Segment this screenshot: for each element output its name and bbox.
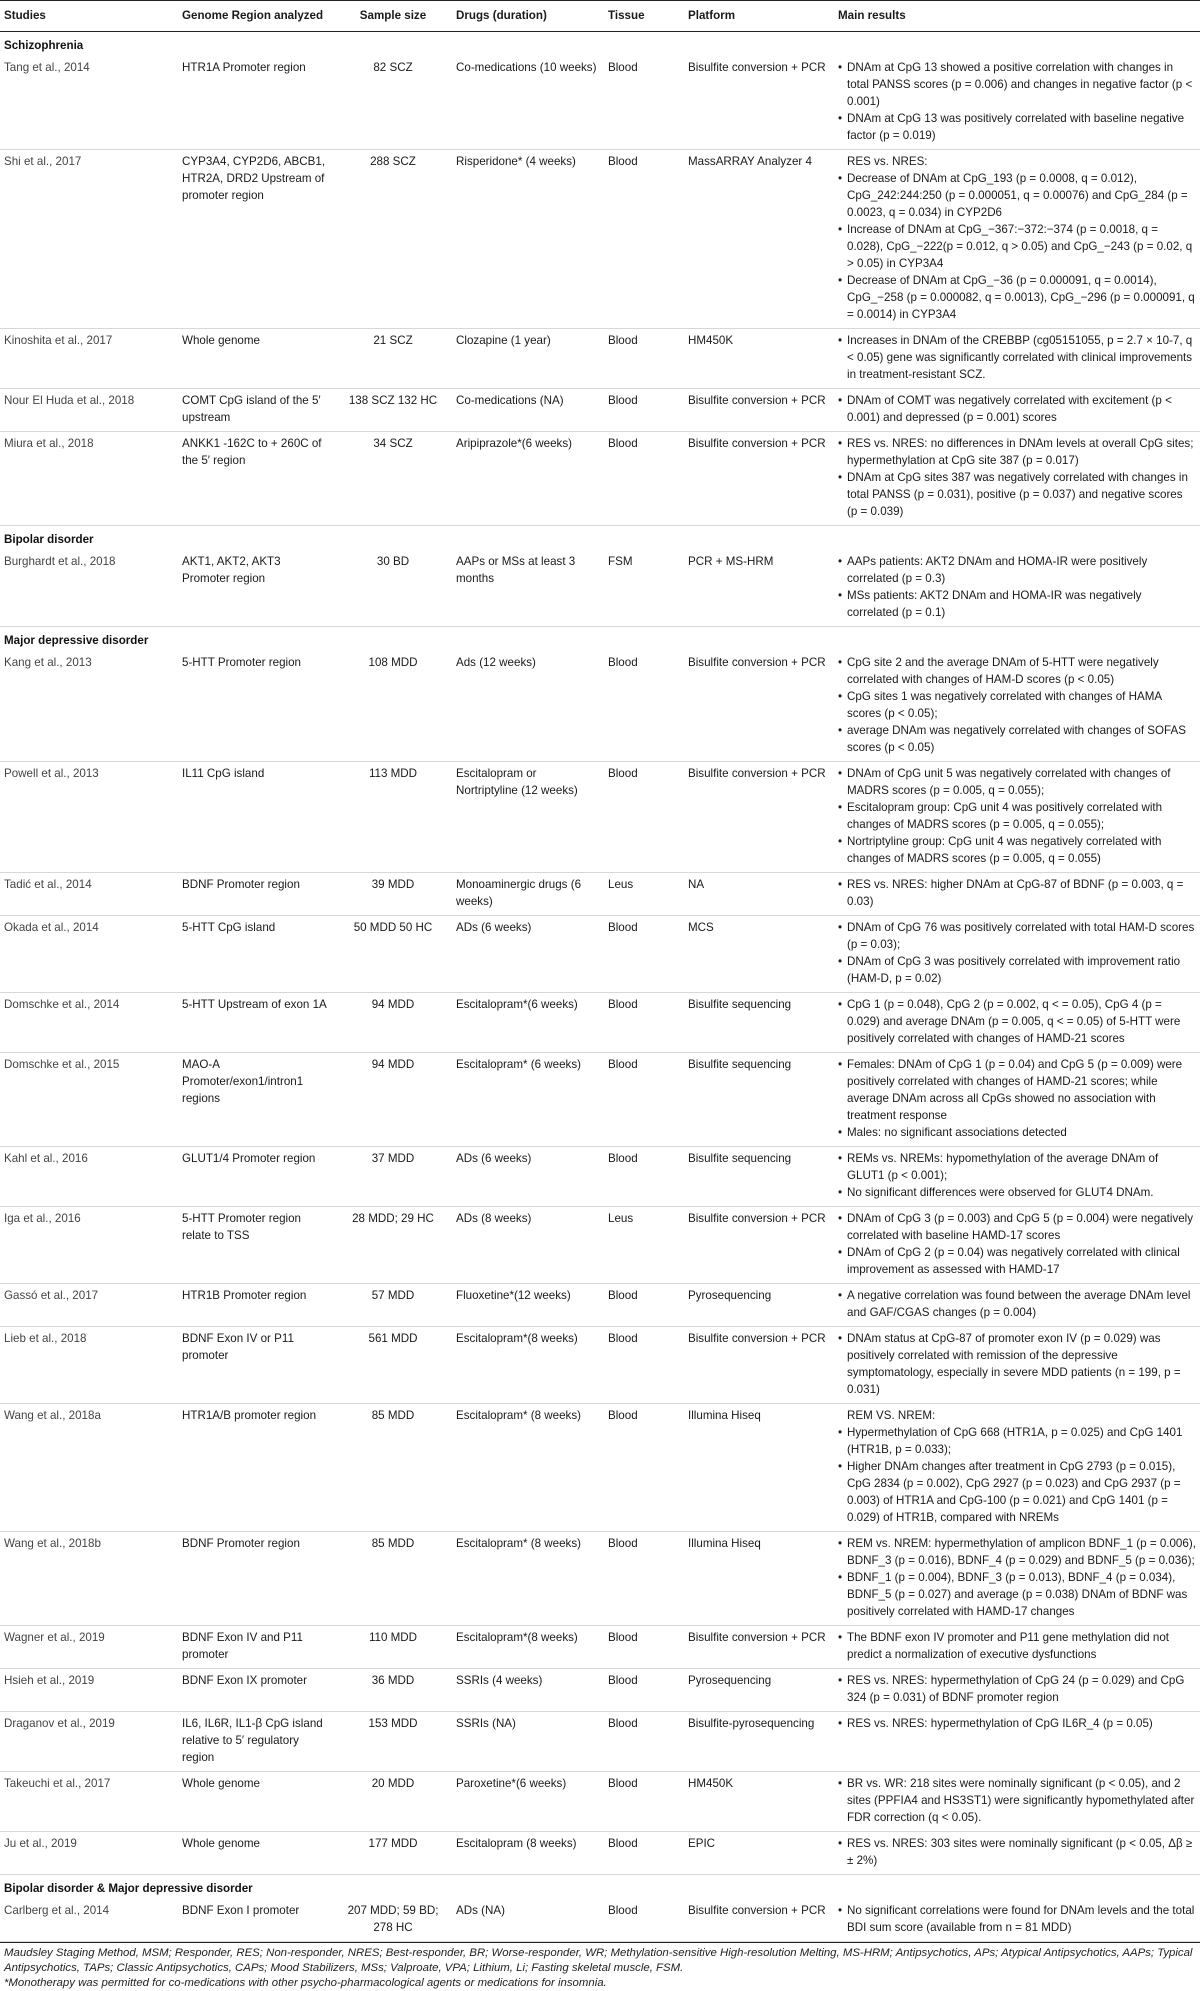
- result-bullet-item: • Nortriptyline group: CpG unit 4 was negatively correlated with changes of MADRS scores (p = 0.005, q = 0.055): [838, 833, 1196, 867]
- results-list: [838, 654, 1196, 756]
- drugs-cell: Fluoxetine*(12 weeks): [452, 1284, 604, 1327]
- genome-region-cell: 5-HTT Promoter region: [178, 651, 334, 762]
- result-bullet-item: • MSs patients: AKT2 DNAm and HOMA-IR was negatively correlated (p = 0.1): [838, 587, 1196, 621]
- drugs-cell: Clozapine (1 year): [452, 329, 604, 389]
- main-results-cell: [834, 916, 1200, 993]
- genome-region-cell: Whole genome: [178, 1772, 334, 1832]
- result-bullet-item: • No significant differences were observed for GLUT4 DNAm.: [838, 1184, 1196, 1201]
- results-list: [838, 332, 1196, 383]
- table-row: [0, 150, 1200, 329]
- result-bullet-item: • RES vs. NRES: hypermethylation of CpG 24 (p = 0.029) and CpG 324 (p = 0.031) of BDNF promoter region: [838, 1672, 1196, 1706]
- result-bullet-item: • CpG site 2 and the average DNAm of 5-HTT were negatively correlated with changes of HAM-D scores (p < 0.05): [838, 654, 1196, 688]
- tissue-cell: Blood: [604, 762, 684, 873]
- result-bullet-item: • RES vs. NRES: no differences in DNAm levels at overall CpG sites; hypermethylation at CpG site 387 (p = 0.017): [838, 435, 1196, 469]
- result-bullet-item: • Decrease of DNAm at CpG_−36 (p = 0.000091, q = 0.0014), CpG_−258 (p = 0.000082, q = 0.0013), CpG_−296 (p = 0.000091, q = 0.0014) in CYP3A4: [838, 272, 1196, 323]
- sample-size-cell: 28 MDD; 29 HC: [334, 1207, 452, 1284]
- sample-size-cell: 30 BD: [334, 550, 452, 627]
- main-results-cell: [834, 1832, 1200, 1875]
- table-row: [0, 873, 1200, 916]
- table-row: [0, 432, 1200, 526]
- tissue-cell: Blood: [604, 1899, 684, 1942]
- result-bullet-item: • Higher DNAm changes after treatment in CpG 2793 (p = 0.015), CpG 2834 (p = 0.002), CpG 2927 (p = 0.023) and CpG 2937 (p = 0.003) of HTR1A and CpG-100 (p = 0.021) and CpG 1401 (p = 0.029) of HTR1B, compared with NREMs: [838, 1458, 1196, 1526]
- tissue-cell: Leus: [604, 873, 684, 916]
- header-tissue: Tissue: [604, 1, 684, 32]
- footnote-abbreviations: Maudsley Staging Method, MSM; Responder, RES; Non-responder, NRES; Best-responder, BR; Worse-responder, WR; Methylation-sensitive High-resolution Melting, MS-HRM; Antipsychotics, APs; Atypical Antipsychotics, AAPs; Typical Antipsychotics, TAPs; Classic Antipsychotics, CAPs; Mood Stabilizers, MSs; Valproate, VPA; Lithium, Li; Fasting skeletal muscle, FSM.: [4, 1947, 1193, 1974]
- table-row: [0, 56, 1200, 150]
- result-bullet-item: • BDNF_1 (p = 0.004), BDNF_3 (p = 0.013), BDNF_4 (p = 0.034), BDNF_5 (p = 0.027) and average (p = 0.038) DNAm of BDNF was positively correlated with HAMD-17 changes: [838, 1569, 1196, 1620]
- result-bullet-item: • Females: DNAm of CpG 1 (p = 0.04) and CpG 5 (p = 0.009) were positively correlated with changes of HAMD-21 scores; while average DNAm across all CpGs showed no association with treatment response: [838, 1056, 1196, 1124]
- section-row: [0, 627, 1200, 652]
- header-drugs: Drugs (duration): [452, 1, 604, 32]
- main-results-cell: [834, 550, 1200, 627]
- study-cell: Wang et al., 2018a: [0, 1404, 178, 1532]
- results-list: [838, 1672, 1196, 1706]
- result-bullet-item: • DNAm status at CpG-87 of promoter exon IV (p = 0.029) was positively correlated with remission of the depressive symptomatology, especially in severe MDD patients (n = 199, p = 0.031): [838, 1330, 1196, 1398]
- sample-size-cell: 94 MDD: [334, 1053, 452, 1147]
- main-results-cell: [834, 1899, 1200, 1942]
- drugs-cell: SSRIs (NA): [452, 1712, 604, 1772]
- sample-size-cell: 288 SCZ: [334, 150, 452, 329]
- main-results-cell: [834, 389, 1200, 432]
- table-row: [0, 651, 1200, 762]
- main-results-cell: [834, 1532, 1200, 1626]
- study-cell: Iga et al., 2016: [0, 1207, 178, 1284]
- study-cell: Ju et al., 2019: [0, 1832, 178, 1875]
- study-cell: Lieb et al., 2018: [0, 1327, 178, 1404]
- platform-cell: Bisulfite conversion + PCR: [684, 1207, 834, 1284]
- header-main-results: Main results: [834, 1, 1200, 32]
- platform-cell: MassARRAY Analyzer 4: [684, 150, 834, 329]
- study-cell: Takeuchi et al., 2017: [0, 1772, 178, 1832]
- result-bullet-item: • AAPs patients: AKT2 DNAm and HOMA-IR were positively correlated (p = 0.3): [838, 553, 1196, 587]
- main-results-cell: [834, 1669, 1200, 1712]
- table-row: [0, 1772, 1200, 1832]
- sample-size-cell: 36 MDD: [334, 1669, 452, 1712]
- drugs-cell: Escitalopram* (6 weeks): [452, 1053, 604, 1147]
- study-cell: Tang et al., 2014: [0, 56, 178, 150]
- result-bullet-item: • DNAm at CpG 13 showed a positive correlation with changes in total PANSS scores (p = 0.006) and changes in negative factor (p < 0.001): [838, 59, 1196, 110]
- tissue-cell: Blood: [604, 651, 684, 762]
- header-studies: Studies: [0, 1, 178, 32]
- study-cell: Wang et al., 2018b: [0, 1532, 178, 1626]
- result-heading: RES vs. NRES:: [847, 155, 928, 168]
- drugs-cell: SSRIs (4 weeks): [452, 1669, 604, 1712]
- genome-region-cell: 5-HTT Upstream of exon 1A: [178, 993, 334, 1053]
- result-bullet-item: • DNAm of CpG 2 (p = 0.04) was negatively correlated with clinical improvement as assessed with HAMD-17: [838, 1244, 1196, 1278]
- drugs-cell: Co-medications (NA): [452, 389, 604, 432]
- platform-cell: Bisulfite conversion + PCR: [684, 1327, 834, 1404]
- platform-cell: EPIC: [684, 1832, 834, 1875]
- table-body: [0, 32, 1200, 1942]
- tissue-cell: Blood: [604, 389, 684, 432]
- result-bullet-item: • Escitalopram group: CpG unit 4 was positively correlated with changes of MADRS scores (p = 0.005, q = 0.055);: [838, 799, 1196, 833]
- genome-region-cell: BDNF Exon I promoter: [178, 1899, 334, 1942]
- study-cell: Kang et al., 2013: [0, 651, 178, 762]
- result-bullet-item: • Hypermethylation of CpG 668 (HTR1A, p = 0.025) and CpG 1401 (HTR1B, p = 0.033);: [838, 1424, 1196, 1458]
- genome-region-cell: 5-HTT CpG island: [178, 916, 334, 993]
- table-row: [0, 1712, 1200, 1772]
- genome-region-cell: BDNF Exon IX promoter: [178, 1669, 334, 1712]
- tissue-cell: Blood: [604, 1404, 684, 1532]
- tissue-cell: Blood: [604, 1532, 684, 1626]
- drugs-cell: Monoaminergic drugs (6 weeks): [452, 873, 604, 916]
- result-bullet-item: • RES vs. NRES: hypermethylation of CpG IL6R_4 (p = 0.05): [838, 1715, 1196, 1732]
- platform-cell: Bisulfite sequencing: [684, 1147, 834, 1207]
- genome-region-cell: COMT CpG island of the 5′ upstream: [178, 389, 334, 432]
- sample-size-cell: 108 MDD: [334, 651, 452, 762]
- result-bullet-item: • CpG 1 (p = 0.048), CpG 2 (p = 0.002, q < = 0.05), CpG 4 (p = 0.029) and average DNAm (p = 0.005, q < = 0.05) of 5-HTT were positively correlated with changes of HAMD-21 scores: [838, 996, 1196, 1047]
- section-row: [0, 32, 1200, 57]
- result-bullet-item: • Increases in DNAm of the CREBBP (cg05151055, p = 2.7 × 10-7, q < 0.05) gene was significantly correlated with clinical improvements in treatment-resistant SCZ.: [838, 332, 1196, 383]
- study-cell: Nour El Huda et al., 2018: [0, 389, 178, 432]
- table-row: [0, 762, 1200, 873]
- main-results-cell: [834, 1626, 1200, 1669]
- main-results-cell: [834, 329, 1200, 389]
- sample-size-cell: 94 MDD: [334, 993, 452, 1053]
- platform-cell: NA: [684, 873, 834, 916]
- genome-region-cell: IL11 CpG island: [178, 762, 334, 873]
- genome-region-cell: HTR1B Promoter region: [178, 1284, 334, 1327]
- section-row: [0, 526, 1200, 551]
- study-cell: Gassó et al., 2017: [0, 1284, 178, 1327]
- section-title: Bipolar disorder: [4, 533, 94, 546]
- main-results-cell: [834, 432, 1200, 526]
- results-list: [838, 553, 1196, 621]
- results-list: [838, 1715, 1196, 1732]
- sample-size-cell: 561 MDD: [334, 1327, 452, 1404]
- main-results-cell: [834, 150, 1200, 329]
- sample-size-cell: 110 MDD: [334, 1626, 452, 1669]
- result-bullet-item: • average DNAm was negatively correlated with changes of SOFAS scores (p < 0.05): [838, 722, 1196, 756]
- platform-cell: Bisulfite conversion + PCR: [684, 762, 834, 873]
- result-bullet-item: • RES vs. NRES: 303 sites were nominally significant (p < 0.05, Δβ ≥ ± 2%): [838, 1835, 1196, 1869]
- results-list: [838, 1902, 1196, 1936]
- platform-cell: Bisulfite-pyrosequencing: [684, 1712, 834, 1772]
- drugs-cell: Aripiprazole*(6 weeks): [452, 432, 604, 526]
- main-results-cell: [834, 1327, 1200, 1404]
- genome-region-cell: CYP3A4, CYP2D6, ABCB1, HTR2A, DRD2 Upstream of promoter region: [178, 150, 334, 329]
- result-bullet-item: • DNAm of CpG unit 5 was negatively correlated with changes of MADRS scores (p = 0.005, q = 0.055);: [838, 765, 1196, 799]
- platform-cell: Bisulfite conversion + PCR: [684, 432, 834, 526]
- header-platform: Platform: [684, 1, 834, 32]
- table-row: [0, 1053, 1200, 1147]
- results-list: [838, 59, 1196, 144]
- drugs-cell: ADs (NA): [452, 1899, 604, 1942]
- table-footnotes: [0, 1942, 1200, 1991]
- tissue-cell: Leus: [604, 1207, 684, 1284]
- main-results-cell: [834, 651, 1200, 762]
- table-row: [0, 1404, 1200, 1532]
- main-results-cell: [834, 1284, 1200, 1327]
- genome-region-cell: MAO-A Promoter/exon1/intron1 regions: [178, 1053, 334, 1147]
- main-results-cell: [834, 56, 1200, 150]
- section-title: Bipolar disorder & Major depressive disorder: [4, 1882, 253, 1895]
- sample-size-cell: 82 SCZ: [334, 56, 452, 150]
- sample-size-cell: 138 SCZ 132 HC: [334, 389, 452, 432]
- result-bullet-item: • No significant correlations were found for DNAm levels and the total BDI sum score (available from n = 81 MDD): [838, 1902, 1196, 1936]
- results-list: [838, 765, 1196, 867]
- genome-region-cell: IL6, IL6R, IL1-β CpG island relative to 5′ regulatory region: [178, 1712, 334, 1772]
- genome-region-cell: Whole genome: [178, 329, 334, 389]
- result-bullet-item: • DNAm of CpG 3 (p = 0.003) and CpG 5 (p = 0.004) were negatively correlated with baseline HAMD-17 scores: [838, 1210, 1196, 1244]
- result-bullet-item: • CpG sites 1 was negatively correlated with changes of HAMA scores (p < 0.05);: [838, 688, 1196, 722]
- table-row: [0, 1669, 1200, 1712]
- header-sample-size: Sample size: [334, 1, 452, 32]
- genome-region-cell: BDNF Promoter region: [178, 1532, 334, 1626]
- result-bullet-item: • The BDNF exon IV promoter and P11 gene methylation did not predict a normalization of executive dysfunctions: [838, 1629, 1196, 1663]
- tissue-cell: Blood: [604, 1147, 684, 1207]
- table-row: [0, 916, 1200, 993]
- study-cell: Okada et al., 2014: [0, 916, 178, 993]
- footnote-monotherapy: *Monotherapy was permitted for co-medications with other psycho-pharmacological agents or medications for insomnia.: [4, 1977, 607, 1989]
- genome-region-cell: BDNF Exon IV or P11 promoter: [178, 1327, 334, 1404]
- tissue-cell: Blood: [604, 150, 684, 329]
- main-results-cell: [834, 1772, 1200, 1832]
- result-bullet-item: • DNAm of CpG 76 was positively correlated with total HAM-D scores (p = 0.03);: [838, 919, 1196, 953]
- genome-region-cell: BDNF Promoter region: [178, 873, 334, 916]
- platform-cell: Bisulfite sequencing: [684, 993, 834, 1053]
- result-heading: REM VS. NREM:: [847, 1409, 936, 1422]
- study-cell: Wagner et al., 2019: [0, 1626, 178, 1669]
- drugs-cell: Risperidone* (4 weeks): [452, 150, 604, 329]
- table-row: [0, 1626, 1200, 1669]
- result-bullet-item: • Decrease of DNAm at CpG_193 (p = 0.0008, q = 0.012), CpG_242:244:250 (p = 0.000051, q = 0.00076) and CpG_284 (p = 0.0023, q = 0.034) in CYP2D6: [838, 170, 1196, 221]
- platform-cell: PCR + MS-HRM: [684, 550, 834, 627]
- tissue-cell: Blood: [604, 1669, 684, 1712]
- result-bullet-item: • Increase of DNAm at CpG_−367:−372:−374 (p = 0.0018, q = 0.028), CpG_−222(p = 0.012, q > 0.05) and CpG_−243 (p = 0.02, q > 0.05) in CYP3A4: [838, 221, 1196, 272]
- platform-cell: MCS: [684, 916, 834, 993]
- genome-region-cell: HTR1A Promoter region: [178, 56, 334, 150]
- platform-cell: Bisulfite conversion + PCR: [684, 651, 834, 762]
- tissue-cell: Blood: [604, 1772, 684, 1832]
- table-row: [0, 329, 1200, 389]
- main-results-cell: [834, 762, 1200, 873]
- results-list: [838, 996, 1196, 1047]
- sample-size-cell: 85 MDD: [334, 1532, 452, 1626]
- platform-cell: Pyrosequencing: [684, 1284, 834, 1327]
- tissue-cell: FSM: [604, 550, 684, 627]
- genome-region-cell: BDNF Exon IV and P11 promoter: [178, 1626, 334, 1669]
- study-cell: Carlberg et al., 2014: [0, 1899, 178, 1942]
- results-list: [838, 153, 1196, 323]
- drugs-cell: Escitalopram*(6 weeks): [452, 993, 604, 1053]
- sample-size-cell: 21 SCZ: [334, 329, 452, 389]
- study-cell: Powell et al., 2013: [0, 762, 178, 873]
- results-list: [838, 1407, 1196, 1526]
- main-results-cell: [834, 873, 1200, 916]
- main-results-cell: [834, 1053, 1200, 1147]
- study-cell: Tadić et al., 2014: [0, 873, 178, 916]
- tissue-cell: Blood: [604, 329, 684, 389]
- study-cell: Kinoshita et al., 2017: [0, 329, 178, 389]
- drugs-cell: Ads (12 weeks): [452, 651, 604, 762]
- section-title: Major depressive disorder: [4, 634, 149, 647]
- results-list: [838, 1775, 1196, 1826]
- results-list: [838, 876, 1196, 910]
- drugs-cell: Escitalopram or Nortriptyline (12 weeks): [452, 762, 604, 873]
- result-bullet-item: • BR vs. WR: 218 sites were nominally significant (p < 0.05), and 2 sites (PPFIA4 and HS3ST1) were significantly hypomethylated after FDR correction (q < 0.05).: [838, 1775, 1196, 1826]
- result-bullet-item: • DNAm of CpG 3 was positively correlated with improvement ratio (HAM-D, p = 0.02): [838, 953, 1196, 987]
- results-list: [838, 1150, 1196, 1201]
- result-bullet-item: • REMs vs. NREMs: hypomethylation of the average DNAm of GLUT1 (p < 0.001);: [838, 1150, 1196, 1184]
- result-bullet-item: • DNAm of COMT was negatively correlated with excitement (p < 0.001) and depressed (p = 0.001) scores: [838, 392, 1196, 426]
- drugs-cell: Escitalopram*(8 weeks): [452, 1327, 604, 1404]
- table-row: [0, 550, 1200, 627]
- drugs-cell: ADs (6 weeks): [452, 1147, 604, 1207]
- drugs-cell: AAPs or MSs at least 3 months: [452, 550, 604, 627]
- study-cell: Shi et al., 2017: [0, 150, 178, 329]
- tissue-cell: Blood: [604, 432, 684, 526]
- study-cell: Draganov et al., 2019: [0, 1712, 178, 1772]
- platform-cell: HM450K: [684, 329, 834, 389]
- table-row: [0, 1207, 1200, 1284]
- main-results-cell: [834, 1207, 1200, 1284]
- results-list: [838, 1835, 1196, 1869]
- table-row: [0, 993, 1200, 1053]
- genome-region-cell: HTR1A/B promoter region: [178, 1404, 334, 1532]
- platform-cell: Bisulfite conversion + PCR: [684, 1626, 834, 1669]
- genome-region-cell: 5-HTT Promoter region relate to TSS: [178, 1207, 334, 1284]
- sample-size-cell: 207 MDD; 59 BD; 278 HC: [334, 1899, 452, 1942]
- tissue-cell: Blood: [604, 993, 684, 1053]
- study-cell: Burghardt et al., 2018: [0, 550, 178, 627]
- sample-size-cell: 39 MDD: [334, 873, 452, 916]
- result-bullet-item: • Males: no significant associations detected: [838, 1124, 1196, 1141]
- sample-size-cell: 20 MDD: [334, 1772, 452, 1832]
- results-list: [838, 1629, 1196, 1663]
- results-list: [838, 919, 1196, 987]
- sample-size-cell: 177 MDD: [334, 1832, 452, 1875]
- results-list: [838, 1287, 1196, 1321]
- drugs-cell: Escitalopram* (8 weeks): [452, 1532, 604, 1626]
- main-results-cell: [834, 1147, 1200, 1207]
- tissue-cell: Blood: [604, 1284, 684, 1327]
- tissue-cell: Blood: [604, 1712, 684, 1772]
- drugs-cell: Escitalopram*(8 weeks): [452, 1626, 604, 1669]
- study-cell: Miura et al., 2018: [0, 432, 178, 526]
- results-list: [838, 1210, 1196, 1278]
- tissue-cell: Blood: [604, 1832, 684, 1875]
- section-title: Schizophrenia: [4, 39, 84, 52]
- main-results-cell: [834, 1712, 1200, 1772]
- main-results-cell: [834, 993, 1200, 1053]
- study-cell: Kahl et al., 2016: [0, 1147, 178, 1207]
- genome-region-cell: Whole genome: [178, 1832, 334, 1875]
- drugs-cell: ADs (6 weeks): [452, 916, 604, 993]
- results-list: [838, 1056, 1196, 1141]
- table-row: [0, 1532, 1200, 1626]
- genome-region-cell: GLUT1/4 Promoter region: [178, 1147, 334, 1207]
- table-row: [0, 1284, 1200, 1327]
- table-row: [0, 389, 1200, 432]
- result-bullet-item: • REM vs. NREM: hypermethylation of amplicon BDNF_1 (p = 0.006), BDNF_3 (p = 0.016), BDNF_4 (p = 0.029) and BDNF_5 (p = 0.036);: [838, 1535, 1196, 1569]
- sample-size-cell: 34 SCZ: [334, 432, 452, 526]
- platform-cell: Pyrosequencing: [684, 1669, 834, 1712]
- result-bullet-item: • A negative correlation was found between the average DNAm level and GAF/CGAS changes (p = 0.004): [838, 1287, 1196, 1321]
- result-bullet-item: • DNAm at CpG sites 387 was negatively correlated with changes in total PANSS (p = 0.031), positive (p = 0.037) and negative scores (p = 0.039): [838, 469, 1196, 520]
- tissue-cell: Blood: [604, 1053, 684, 1147]
- results-list: [838, 392, 1196, 426]
- table-row: [0, 1147, 1200, 1207]
- genome-region-cell: AKT1, AKT2, AKT3 Promoter region: [178, 550, 334, 627]
- sample-size-cell: 153 MDD: [334, 1712, 452, 1772]
- sample-size-cell: 37 MDD: [334, 1147, 452, 1207]
- main-results-cell: [834, 1404, 1200, 1532]
- drugs-cell: Paroxetine*(6 weeks): [452, 1772, 604, 1832]
- tissue-cell: Blood: [604, 1327, 684, 1404]
- results-list: [838, 1330, 1196, 1398]
- platform-cell: HM450K: [684, 1772, 834, 1832]
- header-genome-region: Genome Region analyzed: [178, 1, 334, 32]
- results-list: [838, 1535, 1196, 1620]
- drugs-cell: Escitalopram* (8 weeks): [452, 1404, 604, 1532]
- results-list: [838, 435, 1196, 520]
- drugs-cell: ADs (8 weeks): [452, 1207, 604, 1284]
- result-bullet-item: • RES vs. NRES: higher DNAm at CpG-87 of BDNF (p = 0.003, q = 0.03): [838, 876, 1196, 910]
- sample-size-cell: 85 MDD: [334, 1404, 452, 1532]
- table-row: [0, 1899, 1200, 1942]
- drugs-cell: Co-medications (10 weeks): [452, 56, 604, 150]
- study-cell: Domschke et al., 2014: [0, 993, 178, 1053]
- platform-cell: Illumina Hiseq: [684, 1404, 834, 1532]
- platform-cell: Bisulfite sequencing: [684, 1053, 834, 1147]
- sample-size-cell: 113 MDD: [334, 762, 452, 873]
- genome-region-cell: ANKK1 -162C to + 260C of the 5′ region: [178, 432, 334, 526]
- tissue-cell: Blood: [604, 916, 684, 993]
- table-row: [0, 1832, 1200, 1875]
- table-header-row: [0, 1, 1200, 32]
- study-cell: Hsieh et al., 2019: [0, 1669, 178, 1712]
- tissue-cell: Blood: [604, 1626, 684, 1669]
- sample-size-cell: 50 MDD 50 HC: [334, 916, 452, 993]
- platform-cell: Bisulfite conversion + PCR: [684, 56, 834, 150]
- study-cell: Domschke et al., 2015: [0, 1053, 178, 1147]
- sample-size-cell: 57 MDD: [334, 1284, 452, 1327]
- platform-cell: Bisulfite conversion + PCR: [684, 1899, 834, 1942]
- result-bullet-item: • DNAm at CpG 13 was positively correlated with baseline negative factor (p = 0.019): [838, 110, 1196, 144]
- table-row: [0, 1327, 1200, 1404]
- drugs-cell: Escitalopram (8 weeks): [452, 1832, 604, 1875]
- section-row: [0, 1875, 1200, 1900]
- tissue-cell: Blood: [604, 56, 684, 150]
- platform-cell: Illumina Hiseq: [684, 1532, 834, 1626]
- platform-cell: Bisulfite conversion + PCR: [684, 389, 834, 432]
